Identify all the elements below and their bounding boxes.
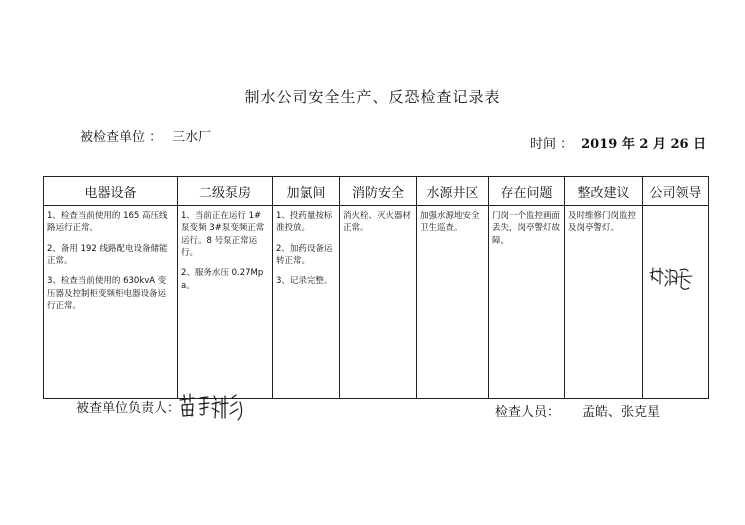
cell-chlorination-room (273, 206, 340, 399)
document-title: 制水公司安全生产、反恐检查记录表 (244, 88, 501, 106)
cell-item: 3、记录完整。 (276, 276, 333, 287)
cell-item: 1、投药量按标准投放。 (276, 211, 333, 234)
inspectors (495, 401, 660, 420)
cell-item: 3、检查当前使用的 630kvA 变压器及控制柜变频柜电器设备运行正常。 (47, 276, 167, 311)
inspection-record-table (43, 176, 709, 399)
inspection-date (530, 133, 706, 152)
header-water-source-well-area: 水源井区 (417, 177, 489, 206)
header-existing-problems: 存在问题 (489, 177, 565, 206)
inspected-unit-value: 三水厂 (172, 130, 212, 145)
inspected-unit (80, 126, 211, 145)
header-rectification-suggestions: 整改建议 (565, 177, 643, 206)
cell-electrical-equipment (44, 206, 178, 399)
date-value: 2019 年 2 月 26 日 (581, 137, 707, 152)
responsible-person (76, 397, 180, 416)
cell-item: 消火栓、灭火器材正常。 (343, 211, 412, 234)
responsible-signature (178, 392, 248, 422)
inspected-unit-label: 被检查单位 ： (80, 130, 163, 145)
date-label: 时间 ： (530, 137, 574, 152)
header-chlorination-room: 加氯间 (273, 177, 340, 206)
cell-water-source-well-area (417, 206, 489, 399)
header-company-leader: 公司领导 (643, 177, 709, 206)
cell-item: 1、检查当前使用的 165 高压线路运行正常。 (47, 211, 168, 234)
header-electrical-equipment: 电器设备 (44, 177, 178, 206)
cell-item: 1、当前正在运行 1#泵变频 3#泵变频正常运行。8 号泵正常运行。 (181, 211, 265, 258)
inspector-label: 检查人员： (495, 405, 561, 420)
cell-fire-safety (340, 206, 417, 399)
cell-company-leader (643, 206, 709, 399)
responsible-label: 被查单位负责人： (76, 401, 181, 416)
inspector-names: 孟皓、张克星 (582, 405, 661, 420)
cell-item: 加强水源地安全卫生巡查。 (420, 211, 480, 234)
cell-item: 2、加药设备运转正常。 (276, 243, 333, 266)
cell-rectification-suggestions (565, 206, 643, 399)
cell-secondary-pump-room (178, 206, 273, 399)
cell-item: 及时维修门岗监控及岗亭警灯。 (568, 211, 637, 234)
header-secondary-pump-room: 二级泵房 (178, 177, 273, 206)
header-fire-safety: 消防安全 (340, 177, 417, 206)
table-header-row (44, 177, 709, 206)
cell-item: 2、服务水压 0.27Mpa。 (181, 268, 264, 291)
cell-existing-problems (489, 206, 565, 399)
cell-item: 2、备用 192 线路配电设备储能正常。 (47, 243, 168, 266)
table-row (44, 206, 709, 399)
leader-signature (648, 262, 696, 296)
cell-item: 门岗一个监控画面丢失，岗亭警灯故障。 (492, 211, 561, 246)
